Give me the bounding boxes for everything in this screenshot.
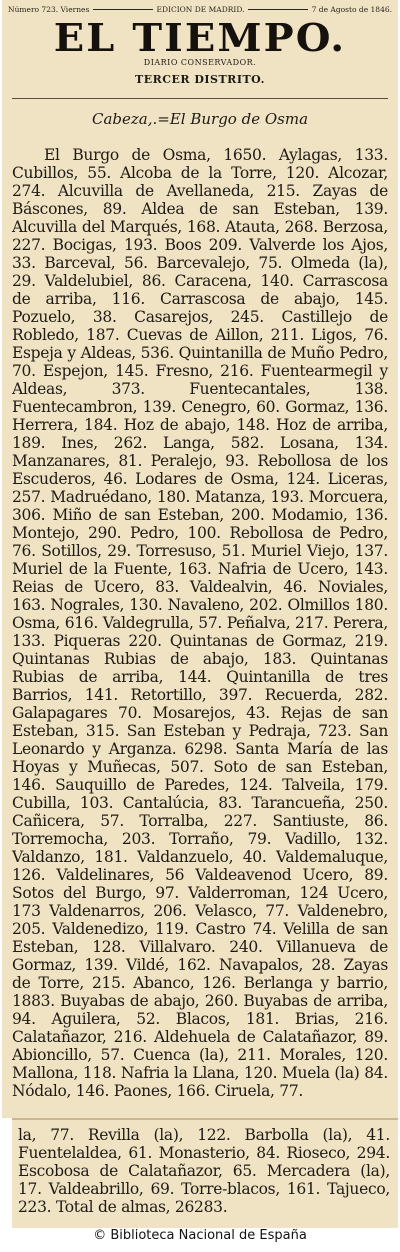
issue-date: 7 de Agosto de 1846.: [311, 4, 392, 14]
issue-number: Número 723. Viernes: [8, 4, 90, 14]
edition-label: EDICION DE MADRID.: [156, 4, 245, 14]
masthead-top-line: [2, 0, 398, 16]
article-body: El Burgo de Osma, 1650. Aylagas, 133. Cubillos, 55. Alcoba de la Torre, 120. Alcozar, 274. Alcuvilla de Avellaneda, 215. Zayas de Báscones, 89. Aldea de san Esteban, 139. Alcuvilla del Marqués, 168. Atauta, 268. Berzosa, 227. Bocigas, 193. Boos 209. Valverde los Ajos, 33. Barceval, 56. Barcevalejo, 75. Olmeda (la), 29. Valdelubiel, 86. Caracena, 140. Carrascosa de arriba, 116. Carrascosa de abajo, 145. Pozuelo, 38. Casarejos, 245. Castillejo de Robledo, 187. Cuevas de Aillon, 211. Ligos, 76. Espeja y Aldeas, 536. Quintanilla de Muño Pedro, 70. Espejon, 145. Fresno, 216. Fuentearmegil y Aldeas, 373. Fuentecantales, 138. Fuentecambron, 139. Cenegro, 60. Gormaz, 136. Herrera, 184. Hoz de abajo, 148. Hoz de arriba, 189. Ines, 262. Langa, 582. Losana, 134. Manzanares, 81. Peralejo, 93. Rebollosa de los Escuderos, 46. Lodares de Osma, 124. Liceras, 257. Madruédano, 180. Matanza, 193. Morcuera, 306. Miño de san Esteban, 200. Modamio, 136. Montejo, 290. Pedro, 100. Rebollosa de Pedro, 76. Sotillos, 29. Torresuso, 51. Muriel Viejo, 137. Muriel de la Fuente, 163. Nafria de Ucero, 143. Reias de Ucero, 83. Valdealvin, 46. Noviales, 163. Nograles, 130. Navaleno, 202. Olmillos 180. Osma, 616. Valdegrulla, 57. Peñalva, 217. Perera, 133. Piqueras 220. Quintanas de Gormaz, 219. Quintanas Rubias de abajo, 183. Quintanas Rubias de arriba, 144. Quintanilla de tres Barrios, 141. Retortillo, 397. Recuerda, 282. Galapagares 70. Mosarejos, 43. Rejas de san Esteban, 315. San Esteban y Pedraja, 723. San Leonardo y Arganza. 6298. Santa María de las Hoyas y Muñecas, 507. Soto de san Esteban, 146. Sauquillo de Paredes, 124. Talveila, 179. Cubilla, 103. Cantalúcia, 83. Tarancueña, 250. Cañicera, 57. Torralba, 227. Santiuste, 86. Torremocha, 203. Torraño, 79. Vadillo, 132. Valdanzo, 181. Valdanzuelo, 40. Valdemaluque, 126. Valdelinares, 56 Valdeavenod Ucero, 89. Sotos del Burgo, 97. Valderroman, 124 Ucero, 173 Valdenarros, 206. Velasco, 77. Valdenebro, 205. Valdenedizo, 119. Castro 74. Velilla de san Esteban, 128. Villalvaro. 240. Villanueva de Gormaz, 139. Vildé, 162. Navapalos, 28. Zayas de Torre, 215. Abanco, 126. Berlanga y barrio, 1883. Buyabas de abajo, 260. Buyabas de arriba, 94. Aguilera, 52. Blacos, 181. Brias, 216. Calatañazor, 216. Aldehuela de Calatañazor, 89. Abioncillo, 57. Cuenca (la), 211. Morales, 120. Mallona, 118. Nafria la Llana, 120. Muela (la) 84. Nódalo, 146. Paones, 166. Ciruela, 77.: [12, 146, 388, 1100]
copyright-notice: © Biblioteca Nacional de España: [93, 1228, 307, 1243]
district-heading: TERCER DISTRITO.: [135, 73, 265, 86]
continuation-clipping: [12, 1118, 398, 1228]
newspaper-subtitle: DIARIO CONSERVADOR.: [143, 58, 257, 67]
newspaper-page: [2, 0, 398, 1118]
section-heading: Cabeza,.=El Burgo de Osma: [91, 110, 309, 128]
masthead-rule-left: [93, 9, 152, 10]
header-divider: [12, 98, 388, 99]
newspaper-title: EL TIEMPO.: [53, 15, 347, 60]
masthead-rule-right: [248, 9, 307, 10]
article-body-continued: la, 77. Revilla (la), 122. Barbolla (la), 41. Fuentelaldea, 61. Monasterio, 84. Rioseco, 294. Escobosa de Calatañazor, 65. Mercadera (la), 17. Valdeabrillo, 69. Torre-blacos, 161. Tajueco, 223. Total de almas, 26283.: [18, 1126, 390, 1216]
